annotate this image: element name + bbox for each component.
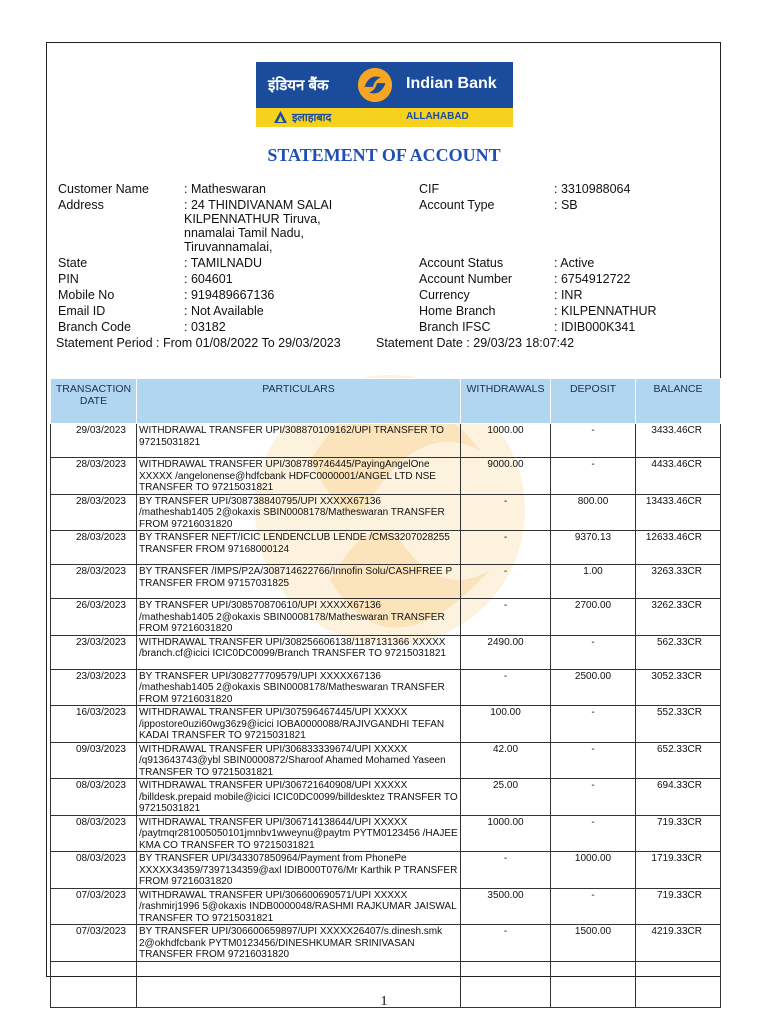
table-row [51, 925, 721, 962]
header-balance: BALANCE [636, 379, 721, 424]
cell-date: 26/03/2023 [51, 599, 137, 636]
branch-ifsc-value: : IDIB000K341 [554, 320, 636, 334]
cell-balance: 552.33CR [636, 706, 721, 743]
cell-date: 08/03/2023 [51, 815, 137, 852]
cell-balance: 3262.33CR [636, 599, 721, 636]
cell-deposit: - [551, 635, 636, 669]
cell-withdrawal: 2490.00 [461, 635, 551, 669]
address-line-1: : 24 THINDIVANAM SALAI [184, 198, 333, 212]
cell-date: 08/03/2023 [51, 779, 137, 816]
cell-date: 16/03/2023 [51, 706, 137, 743]
statement-date: Statement Date : 29/03/23 18:07:42 [376, 336, 575, 350]
cell-withdrawal: 25.00 [461, 779, 551, 816]
cell-particulars: BY TRANSFER UPI/306600659897/UPI XXXXX26407/s.dinesh.smk 2@okhdfcbank PYTM0123456/DINESHKUMAR SRINIVASAN TRANSFER FROM 97216031820 [137, 925, 461, 962]
cell-withdrawal: 1000.00 [461, 815, 551, 852]
transactions-body [51, 424, 721, 1008]
table-row [51, 669, 721, 706]
cell-balance: 562.33CR [636, 635, 721, 669]
allahabad-triangle-icon [274, 111, 287, 123]
cell-deposit: - [551, 888, 636, 925]
cell-withdrawal: - [461, 494, 551, 531]
cell-deposit: - [551, 742, 636, 779]
cell-particulars: WITHDRAWAL TRANSFER UPI/306833339674/UPI XXXXX /q913643743@ybl SBIN0000872/Sharoof Ahamed Mohamed Yaseen TRANSFER TO 97215031821 [137, 742, 461, 779]
cell-date: 09/03/2023 [51, 742, 137, 779]
customer-name-label: Customer Name [58, 182, 149, 196]
cell-date: 23/03/2023 [51, 669, 137, 706]
cell-particulars: WITHDRAWAL TRANSFER UPI/308870109162/UPI TRANSFER TO 97215031821 [137, 424, 461, 458]
cell-deposit: 9370.13 [551, 531, 636, 565]
cell-particulars: WITHDRAWAL TRANSFER UPI/306600690571/UPI XXXXX /rashmirj1996 5@okaxis INDB0000048/RASHMI RAJKUMAR JAISWAL TRANSFER TO 97215031821 [137, 888, 461, 925]
email-value: : Not Available [184, 304, 264, 318]
cell-deposit: 800.00 [551, 494, 636, 531]
cell-balance: 652.33CR [636, 742, 721, 779]
cell-particulars: BY TRANSFER UPI/308277709579/UPI XXXXX67136 /matheshab1405 2@okaxis SBIN0008178/Matheswaran TRANSFER FROM 97216031820 [137, 669, 461, 706]
cell-withdrawal: 42.00 [461, 742, 551, 779]
cell-date: 23/03/2023 [51, 635, 137, 669]
logo-english-sub: ALLAHABAD [406, 111, 469, 122]
statement-period: Statement Period : From 01/08/2022 To 29/03/2023 [56, 336, 341, 350]
table-row [51, 888, 721, 925]
table-row [51, 531, 721, 565]
table-row [51, 635, 721, 669]
cell-withdrawal: - [461, 852, 551, 889]
cell-particulars: WITHDRAWAL TRANSFER UPI/308789746445/PayingAngelOne XXXXX /angelonense@hdfcbank HDFC0000001/ANGEL LTD NSE TRANSFER TO 97215031821 [137, 458, 461, 495]
cell-withdrawal: - [461, 925, 551, 962]
currency-label: Currency [419, 288, 470, 302]
cell-date: 28/03/2023 [51, 565, 137, 599]
cell-balance: 719.33CR [636, 815, 721, 852]
pin-value: : 604601 [184, 272, 233, 286]
cell-particulars: BY TRANSFER NEFT/ICIC LENDENCLUB LENDE /CMS3207028255 TRANSFER FROM 97168000124 [137, 531, 461, 565]
cell-balance: 12633.46CR [636, 531, 721, 565]
cell-deposit: 2500.00 [551, 669, 636, 706]
table-row [51, 494, 721, 531]
cell-balance: 4433.46CR [636, 458, 721, 495]
header-withdrawals: WITHDRAWALS [461, 379, 551, 424]
cell-withdrawal: 9000.00 [461, 458, 551, 495]
header-transaction-date: TRANSACTION DATE [51, 379, 137, 424]
cell-deposit: 2700.00 [551, 599, 636, 636]
cell-balance: 3433.46CR [636, 424, 721, 458]
indian-bank-logo [256, 62, 513, 127]
logo-hindi-sub: इलाहाबाद [292, 112, 332, 124]
cell-deposit: 1.00 [551, 565, 636, 599]
home-branch-value: : KILPENNATHUR [554, 304, 657, 318]
cell-withdrawal: 3500.00 [461, 888, 551, 925]
cell-particulars: WITHDRAWAL TRANSFER UPI/307596467445/UPI XXXXX /ippostore0uzi60wg36z9@icici IOBA0000088/RAJIVGANDHI TEFAN KADAI TRANSFER TO 97215031821 [137, 706, 461, 743]
cell-particulars: WITHDRAWAL TRANSFER UPI/306714138644/UPI XXXXX /paytmqr281005050101jmnbv1wweynu@paytm PYTM0123456 /HAJEE KMA CO TRANSFER TO 97215031821 [137, 815, 461, 852]
cell-particulars: BY TRANSFER UPI/343307850964/Payment from PhonePe XXXXX34359/7397134359@axl IDIB000T076/Mr Karthik P TRANSFER FROM 97216031820 [137, 852, 461, 889]
cell-balance: 4219.33CR [636, 925, 721, 962]
table-row [51, 565, 721, 599]
state-value: : TAMILNADU [184, 256, 263, 270]
cell-deposit: - [551, 458, 636, 495]
cell-balance: 719.33CR [636, 888, 721, 925]
logo-hindi-name: इंडियन बैंक [268, 77, 329, 94]
mobile-label: Mobile No [58, 288, 115, 302]
cell-date: 28/03/2023 [51, 494, 137, 531]
table-row [51, 742, 721, 779]
table-header-row [51, 379, 721, 424]
table-row [51, 424, 721, 458]
state-label: State [58, 256, 88, 270]
cell-particulars: BY TRANSFER /IMPS/P2A/308714622766/Innofin Solu/CASHFREE P TRANSFER FROM 97157031825 [137, 565, 461, 599]
table-row [51, 815, 721, 852]
address-line-3: nnamalai Tamil Nadu, [184, 226, 304, 240]
cell-balance: 1719.33CR [636, 852, 721, 889]
cell-date: 07/03/2023 [51, 888, 137, 925]
table-row [51, 706, 721, 743]
branch-ifsc-label: Branch IFSC [419, 320, 491, 334]
cell-balance: 694.33CR [636, 779, 721, 816]
cell-withdrawal: - [461, 669, 551, 706]
header-deposit: DEPOSIT [551, 379, 636, 424]
cell-withdrawal: 1000.00 [461, 424, 551, 458]
table-row [51, 779, 721, 816]
cell-deposit: 1000.00 [551, 852, 636, 889]
account-status-label: Account Status [419, 256, 504, 270]
cell-date: 28/03/2023 [51, 458, 137, 495]
cell-particulars: WITHDRAWAL TRANSFER UPI/306721640908/UPI XXXXX /billdesk.prepaid mobile@icici ICIC0DC0099/billdesktez TRANSFER TO 97215031821 [137, 779, 461, 816]
cell-date: 07/03/2023 [51, 925, 137, 962]
table-row [51, 458, 721, 495]
branch-code-value: : 03182 [184, 320, 226, 334]
statement-title: STATEMENT OF ACCOUNT [267, 145, 501, 165]
account-number-value: : 6754912722 [554, 272, 631, 286]
logo-english-name: Indian Bank [406, 75, 497, 92]
address-line-4: Tiruvannamalai, [184, 240, 273, 254]
cell-withdrawal: - [461, 565, 551, 599]
table-row [51, 852, 721, 889]
cell-withdrawal: - [461, 531, 551, 565]
cell-withdrawal: 100.00 [461, 706, 551, 743]
account-status-value: : Active [554, 256, 595, 270]
transactions-table [50, 378, 721, 1008]
cell-deposit: - [551, 706, 636, 743]
mobile-value: : 919489667136 [184, 288, 275, 302]
account-type-label: Account Type [419, 198, 495, 212]
branch-code-label: Branch Code [58, 320, 131, 334]
email-label: Email ID [58, 304, 106, 318]
cell-balance: 3263.33CR [636, 565, 721, 599]
header-particulars: PARTICULARS [137, 379, 461, 424]
cell-deposit: - [551, 779, 636, 816]
cell-deposit: 1500.00 [551, 925, 636, 962]
cif-value: : 3310988064 [554, 182, 631, 196]
account-type-value: : SB [554, 198, 578, 212]
cell-particulars: WITHDRAWAL TRANSFER UPI/308256606138/1187131366 XXXXX /branch.cf@icici ICIC0DC0099/Branch TRANSFER TO 97215031821 [137, 635, 461, 669]
cell-withdrawal: - [461, 599, 551, 636]
cell-balance: 13433.46CR [636, 494, 721, 531]
cif-label: CIF [419, 182, 440, 196]
cell-deposit: - [551, 815, 636, 852]
cell-particulars: BY TRANSFER UPI/308738840795/UPI XXXXX67136 /matheshab1405 2@okaxis SBIN0008178/Matheswaran TRANSFER FROM 97216031820 [137, 494, 461, 531]
customer-name-value: : Matheswaran [184, 182, 266, 196]
cell-deposit: - [551, 424, 636, 458]
bank-emblem-icon [356, 66, 394, 104]
address-label: Address [58, 198, 104, 212]
cell-date: 29/03/2023 [51, 424, 137, 458]
cell-date: 08/03/2023 [51, 852, 137, 889]
cell-particulars: BY TRANSFER UPI/308570870610/UPI XXXXX67136 /matheshab1405 2@okaxis SBIN0008178/Matheswaran TRANSFER FROM 97216031820 [137, 599, 461, 636]
address-line-2: KILPENNATHUR Tiruva, [184, 212, 321, 226]
page-number: 1 [380, 994, 388, 1009]
currency-value: : INR [554, 288, 583, 302]
pin-label: PIN [58, 272, 79, 286]
table-row [51, 599, 721, 636]
home-branch-label: Home Branch [419, 304, 496, 318]
account-number-label: Account Number [419, 272, 513, 286]
cell-date: 28/03/2023 [51, 531, 137, 565]
cell-balance: 3052.33CR [636, 669, 721, 706]
